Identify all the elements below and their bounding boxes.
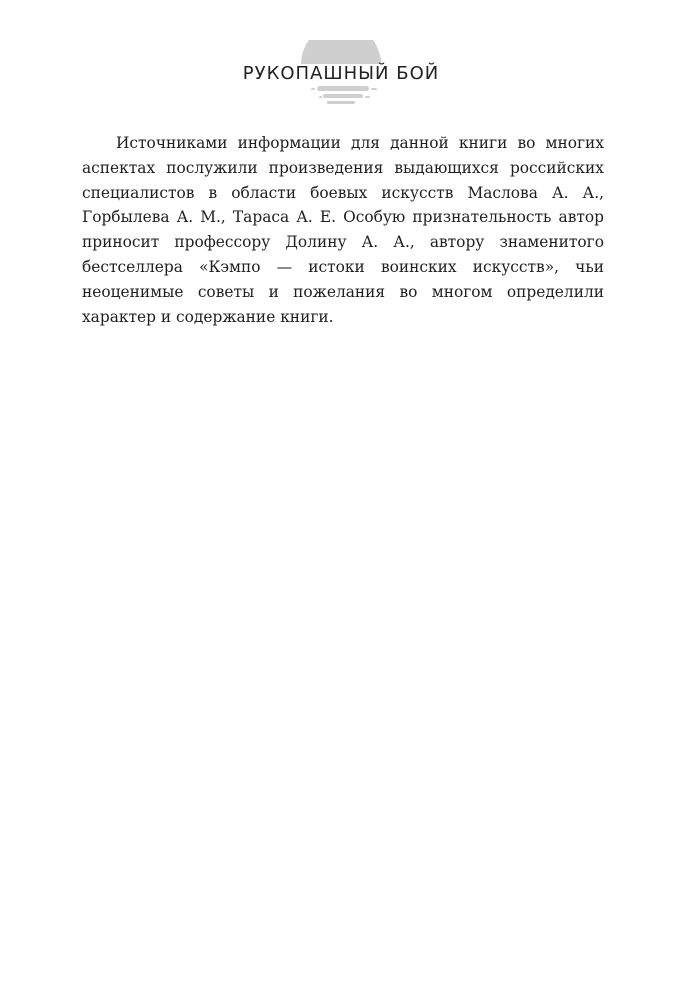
running-header bbox=[0, 40, 682, 120]
body-paragraph: Источниками информации для данной книги во многих аспектах послужили произведения выдающихся российских специалистов в области боевых искусств Маслова А. А., Горбылева А. М., Тараса А. Е. Особую признательность автор приносит профессору Долину А. А., автору знаменитого бестселлера «Кэмпо — истоки воинских искусств», чьи неоценимые советы и пожелания во многом определили характер и содержание книги. bbox=[82, 134, 604, 326]
running-header-title: РУКОПАШНЫЙ БОЙ bbox=[242, 63, 440, 84]
